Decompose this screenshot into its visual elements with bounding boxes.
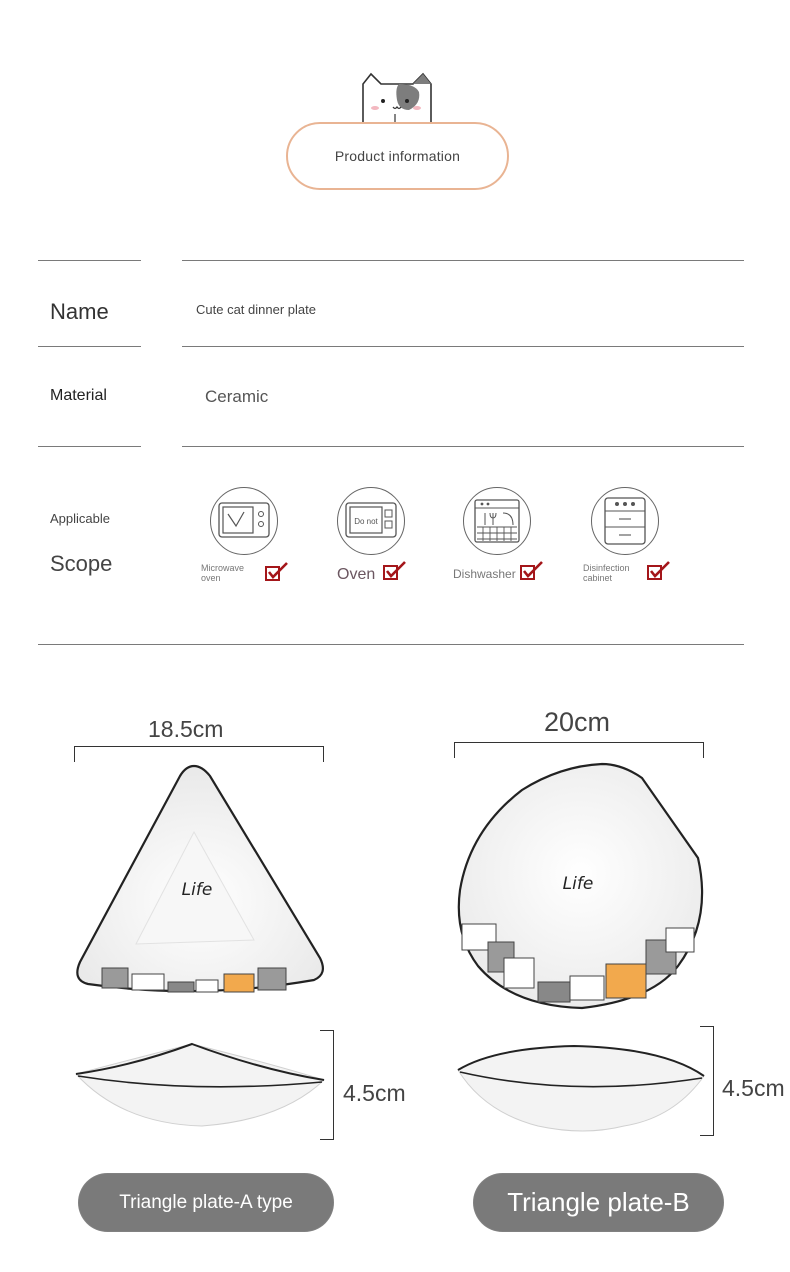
plate-b-height-bracket — [700, 1026, 714, 1136]
plate-a-side-view — [72, 1040, 328, 1130]
divider — [38, 260, 141, 261]
cat-mascot-icon — [357, 70, 439, 126]
divider — [38, 644, 744, 645]
disinfection-cabinet-icon — [591, 487, 659, 555]
plate-a-width-bracket — [74, 746, 324, 762]
plate-a-type-button[interactable] — [78, 1173, 334, 1232]
oven-icon-text: Do not — [354, 517, 378, 526]
plate-a-print-text: Life — [181, 880, 213, 900]
microwave-label: Microwave oven — [201, 563, 245, 583]
product-information-title: Product information — [286, 122, 509, 190]
plate-b-type-button[interactable] — [473, 1173, 724, 1232]
dishwasher-label: Dishwasher — [453, 567, 516, 581]
check-icon — [383, 561, 407, 581]
applicable-label: Applicable — [50, 511, 110, 526]
plate-a-height-bracket — [320, 1030, 334, 1140]
check-icon — [265, 562, 289, 582]
plate-b-type-label: Triangle plate-B — [507, 1187, 690, 1217]
plate-b-print-text: Life — [562, 874, 594, 894]
divider — [182, 346, 744, 347]
check-icon — [520, 561, 544, 581]
plate-b-width-label: 20cm — [544, 707, 611, 737]
dishwasher-icon — [463, 487, 531, 555]
name-value: Cute cat dinner plate — [196, 302, 316, 317]
oven-label: Oven — [337, 566, 376, 583]
scope-label: Scope — [50, 551, 113, 576]
plate-a-height-label: 4.5cm — [343, 1080, 406, 1106]
microwave-icon — [210, 487, 278, 555]
plate-b-width-bracket — [454, 742, 704, 758]
divider — [38, 346, 141, 347]
check-icon — [647, 561, 671, 581]
divider — [38, 446, 141, 447]
divider — [182, 260, 744, 261]
material-value: Ceramic — [205, 387, 269, 406]
material-label: Material — [50, 387, 107, 404]
divider — [182, 446, 744, 447]
plate-b-height-label: 4.5cm — [722, 1075, 785, 1101]
plate-a-width-label: 18.5cm — [148, 716, 224, 742]
plate-b-side-view — [454, 1040, 708, 1136]
plate-b-top-view — [452, 760, 714, 1016]
plate-a-type-label: Triangle plate-A type — [119, 1191, 293, 1213]
oven-icon — [337, 487, 405, 555]
name-label: Name — [50, 299, 109, 324]
plate-a-top-view — [70, 762, 332, 1000]
disinfection-cabinet-label: Disinfection cabinet — [583, 563, 630, 583]
